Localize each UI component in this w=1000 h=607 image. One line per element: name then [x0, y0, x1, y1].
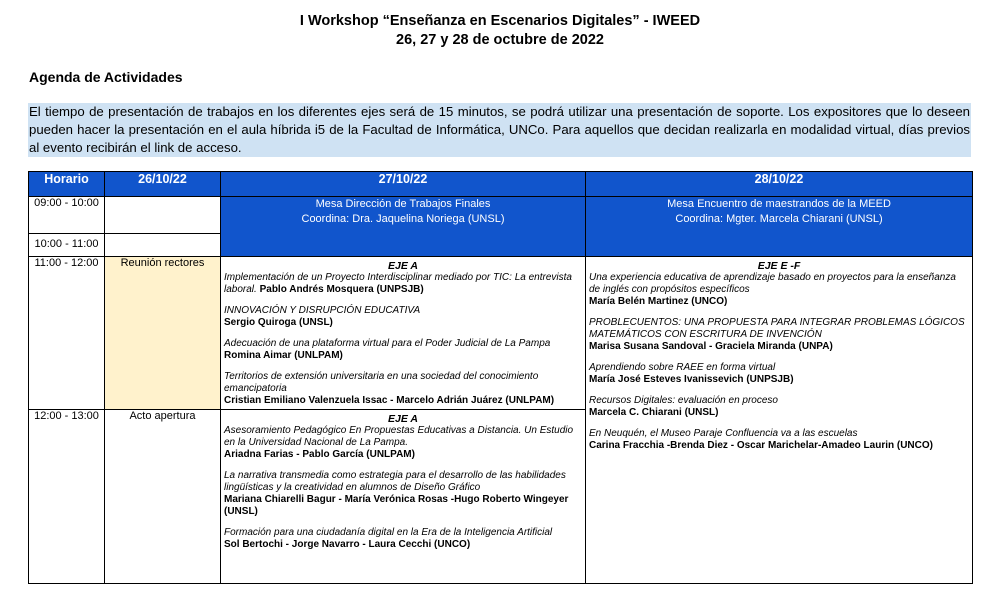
- talk-title: Aprendiendo sobre RAEE en forma virtual: [589, 362, 776, 373]
- talk-authors: Sergio Quiroga (UNSL): [224, 317, 333, 328]
- talk-title: La narrativa transmedia como estrategia para el desarrollo de las habilidades lingüísticas y la creatividad en alumnos de Diseño Gráfico: [224, 470, 566, 493]
- header-day-27: 27/10/22: [221, 172, 586, 197]
- time-slot: 09:00 - 10:00: [29, 197, 105, 234]
- mesa-28-coord: Coordina: Mgter. Marcela Chiarani (UNSL): [675, 213, 883, 225]
- talk-authors: Carina Fracchia -Brenda Diez - Oscar Marichelar-Amadeo Laurin (UNCO): [589, 440, 933, 451]
- talk-authors: Sol Bertochi - Jorge Navarro - Laura Cecchi (UNCO): [224, 539, 471, 550]
- eje-label: EJE A: [388, 260, 418, 272]
- talk-authors: Cristian Emiliano Valenzuela Issac - Marcelo Adrián Juárez (UNLPAM): [224, 395, 555, 406]
- header-horario: Horario: [29, 172, 105, 197]
- document-dates: 26, 27 y 28 de octubre de 2022: [396, 32, 604, 48]
- talk-title: Recursos Digitales: evaluación en proceso: [589, 395, 778, 406]
- header-day-26: 26/10/22: [105, 172, 221, 197]
- talk-title: Adecuación de una plataforma virtual para el Poder Judicial de La Pampa: [224, 338, 551, 349]
- document-title: I Workshop “Enseñanza en Escenarios Digitales” - IWEED: [299, 13, 701, 29]
- talk-authors: María Belén Martinez (UNCO): [589, 296, 728, 307]
- eje-label: EJE E -F: [757, 260, 801, 272]
- agenda-table: [28, 171, 973, 584]
- talk-authors: María José Esteves Ivanissevich (UNPSJB): [589, 374, 794, 385]
- mesa-27: [221, 197, 586, 257]
- agenda-heading: Agenda de Actividades: [29, 69, 183, 85]
- talk-title: Formación para una ciudadanía digital en la Era de la Inteligencia Artificial: [224, 527, 553, 538]
- talk-authors: Romina Aimar (UNLPAM): [224, 350, 343, 361]
- talk-item: Implementación de un Proyecto Interdisciplinar mediado por TIC: La entrevista laboral. Pablo Andrés Mosquera (UNPSJB): [224, 272, 572, 295]
- block-27-a: [221, 257, 586, 410]
- talk-authors: Mariana Chiarelli Bagur - María Verónica Rosas -Hugo Roberto Wingeyer (UNSL): [224, 494, 569, 517]
- mesa-28: [586, 197, 973, 257]
- talk-title: INNOVACIÓN Y DISRUPCIÓN EDUCATIVA: [224, 305, 421, 316]
- talk-title: Territorios de extensión universitaria en una sociedad del conocimiento emancipatoria: [224, 371, 539, 394]
- time-slot: 11:00 - 12:00: [29, 257, 105, 410]
- talk-title: Una experiencia educativa de aprendizaje basado en proyectos para la enseñanza de inglés con propósitos específicos: [589, 272, 956, 295]
- mesa-27-title: Mesa Dirección de Trabajos Finales: [315, 198, 491, 210]
- empty-cell: [105, 197, 221, 234]
- block-28: [586, 257, 973, 584]
- eje-label: EJE A: [388, 413, 418, 425]
- talk-title: PROBLECUENTOS: UNA PROPUESTA PARA INTEGRAR PROBLEMAS LÓGICOS MATEMÁTICOS CON ESCRITURA DE INVENCIÓN: [589, 317, 965, 340]
- header-day-28: 28/10/22: [586, 172, 973, 197]
- acto-apertura-cell: Acto apertura: [105, 410, 221, 584]
- time-slot: 10:00 - 11:00: [29, 234, 105, 257]
- talk-authors: Marisa Susana Sandoval - Graciela Miranda (UNPA): [589, 341, 833, 352]
- reunion-rectores-cell: Reunión rectores: [105, 257, 221, 410]
- block-27-b: [221, 410, 586, 584]
- talk-title: En Neuquén, el Museo Paraje Confluencia va a las escuelas: [589, 428, 858, 439]
- mesa-28-title: Mesa Encuentro de maestrandos de la MEED: [667, 198, 891, 210]
- talk-authors: Ariadna Farias - Pablo García (UNLPAM): [224, 449, 415, 460]
- time-slot: 12:00 - 13:00: [29, 410, 105, 584]
- talk-title: Asesoramiento Pedagógico En Propuestas Educativas a Distancia. Un Estudio en la Universidad Nacional de La Pampa.: [224, 425, 574, 448]
- empty-cell: [105, 234, 221, 257]
- intro-paragraph: El tiempo de presentación de trabajos en los diferentes ejes será de 15 minutos, se podrá utilizar una presentación de soporte. Los expositores que lo deseen pueden hacer la presentación en el aula híbrida i5 de la Facultad de Informática, UNCo. Para aquellos que decidan realizarla en modalidad virtual, días previos al evento recibirán el link de acceso.: [29, 104, 970, 155]
- mesa-27-coord: Coordina: Dra. Jaquelina Noriega (UNSL): [301, 213, 505, 225]
- talk-authors: Marcela C. Chiarani (UNSL): [589, 407, 719, 418]
